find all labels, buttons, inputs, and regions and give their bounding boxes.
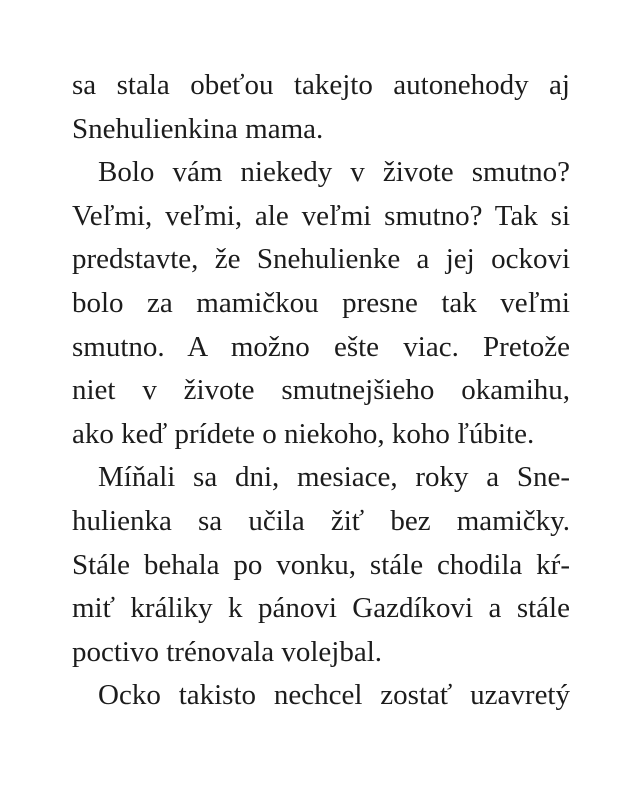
text-line: smutno. A možno ešte viac. Pretože (72, 330, 570, 363)
text-line: Snehulienkina mama. (72, 112, 324, 145)
text-line: Míňali sa dni, mesiace, roky a Sne- (98, 461, 570, 494)
text-line: bolo za mamičkou presne tak veľmi (72, 286, 570, 319)
text-line: hulienka sa učila žiť bez mamičky. (72, 504, 570, 537)
paragraph (72, 64, 570, 151)
text-line: Veľmi, veľmi, ale veľmi smutno? Tak si (72, 199, 570, 232)
body-text (72, 64, 570, 718)
text-line: Ocko takisto nechcel zostať uzavretý (98, 679, 570, 712)
text-line: sa stala obeťou takejto autonehody aj (72, 69, 570, 101)
text-line: predstavte, že Snehulienke a jej ockovi (72, 243, 570, 276)
text-line: miť králiky k pánovi Gazdíkovi a stále (72, 592, 570, 625)
paragraph (72, 456, 570, 674)
text-line: Bolo vám niekedy v živote smutno? (98, 156, 570, 189)
text-line: poctivo trénovala volejbal. (72, 635, 383, 668)
text-line: niet v živote smutnejšieho okamihu, (72, 374, 570, 407)
text-line: Stále behala po vonku, stále chodila kŕ- (72, 548, 570, 581)
paragraph (72, 151, 570, 456)
paragraph (72, 674, 570, 718)
text-line: ako keď prídete o niekoho, koho ľúbite. (72, 417, 535, 450)
